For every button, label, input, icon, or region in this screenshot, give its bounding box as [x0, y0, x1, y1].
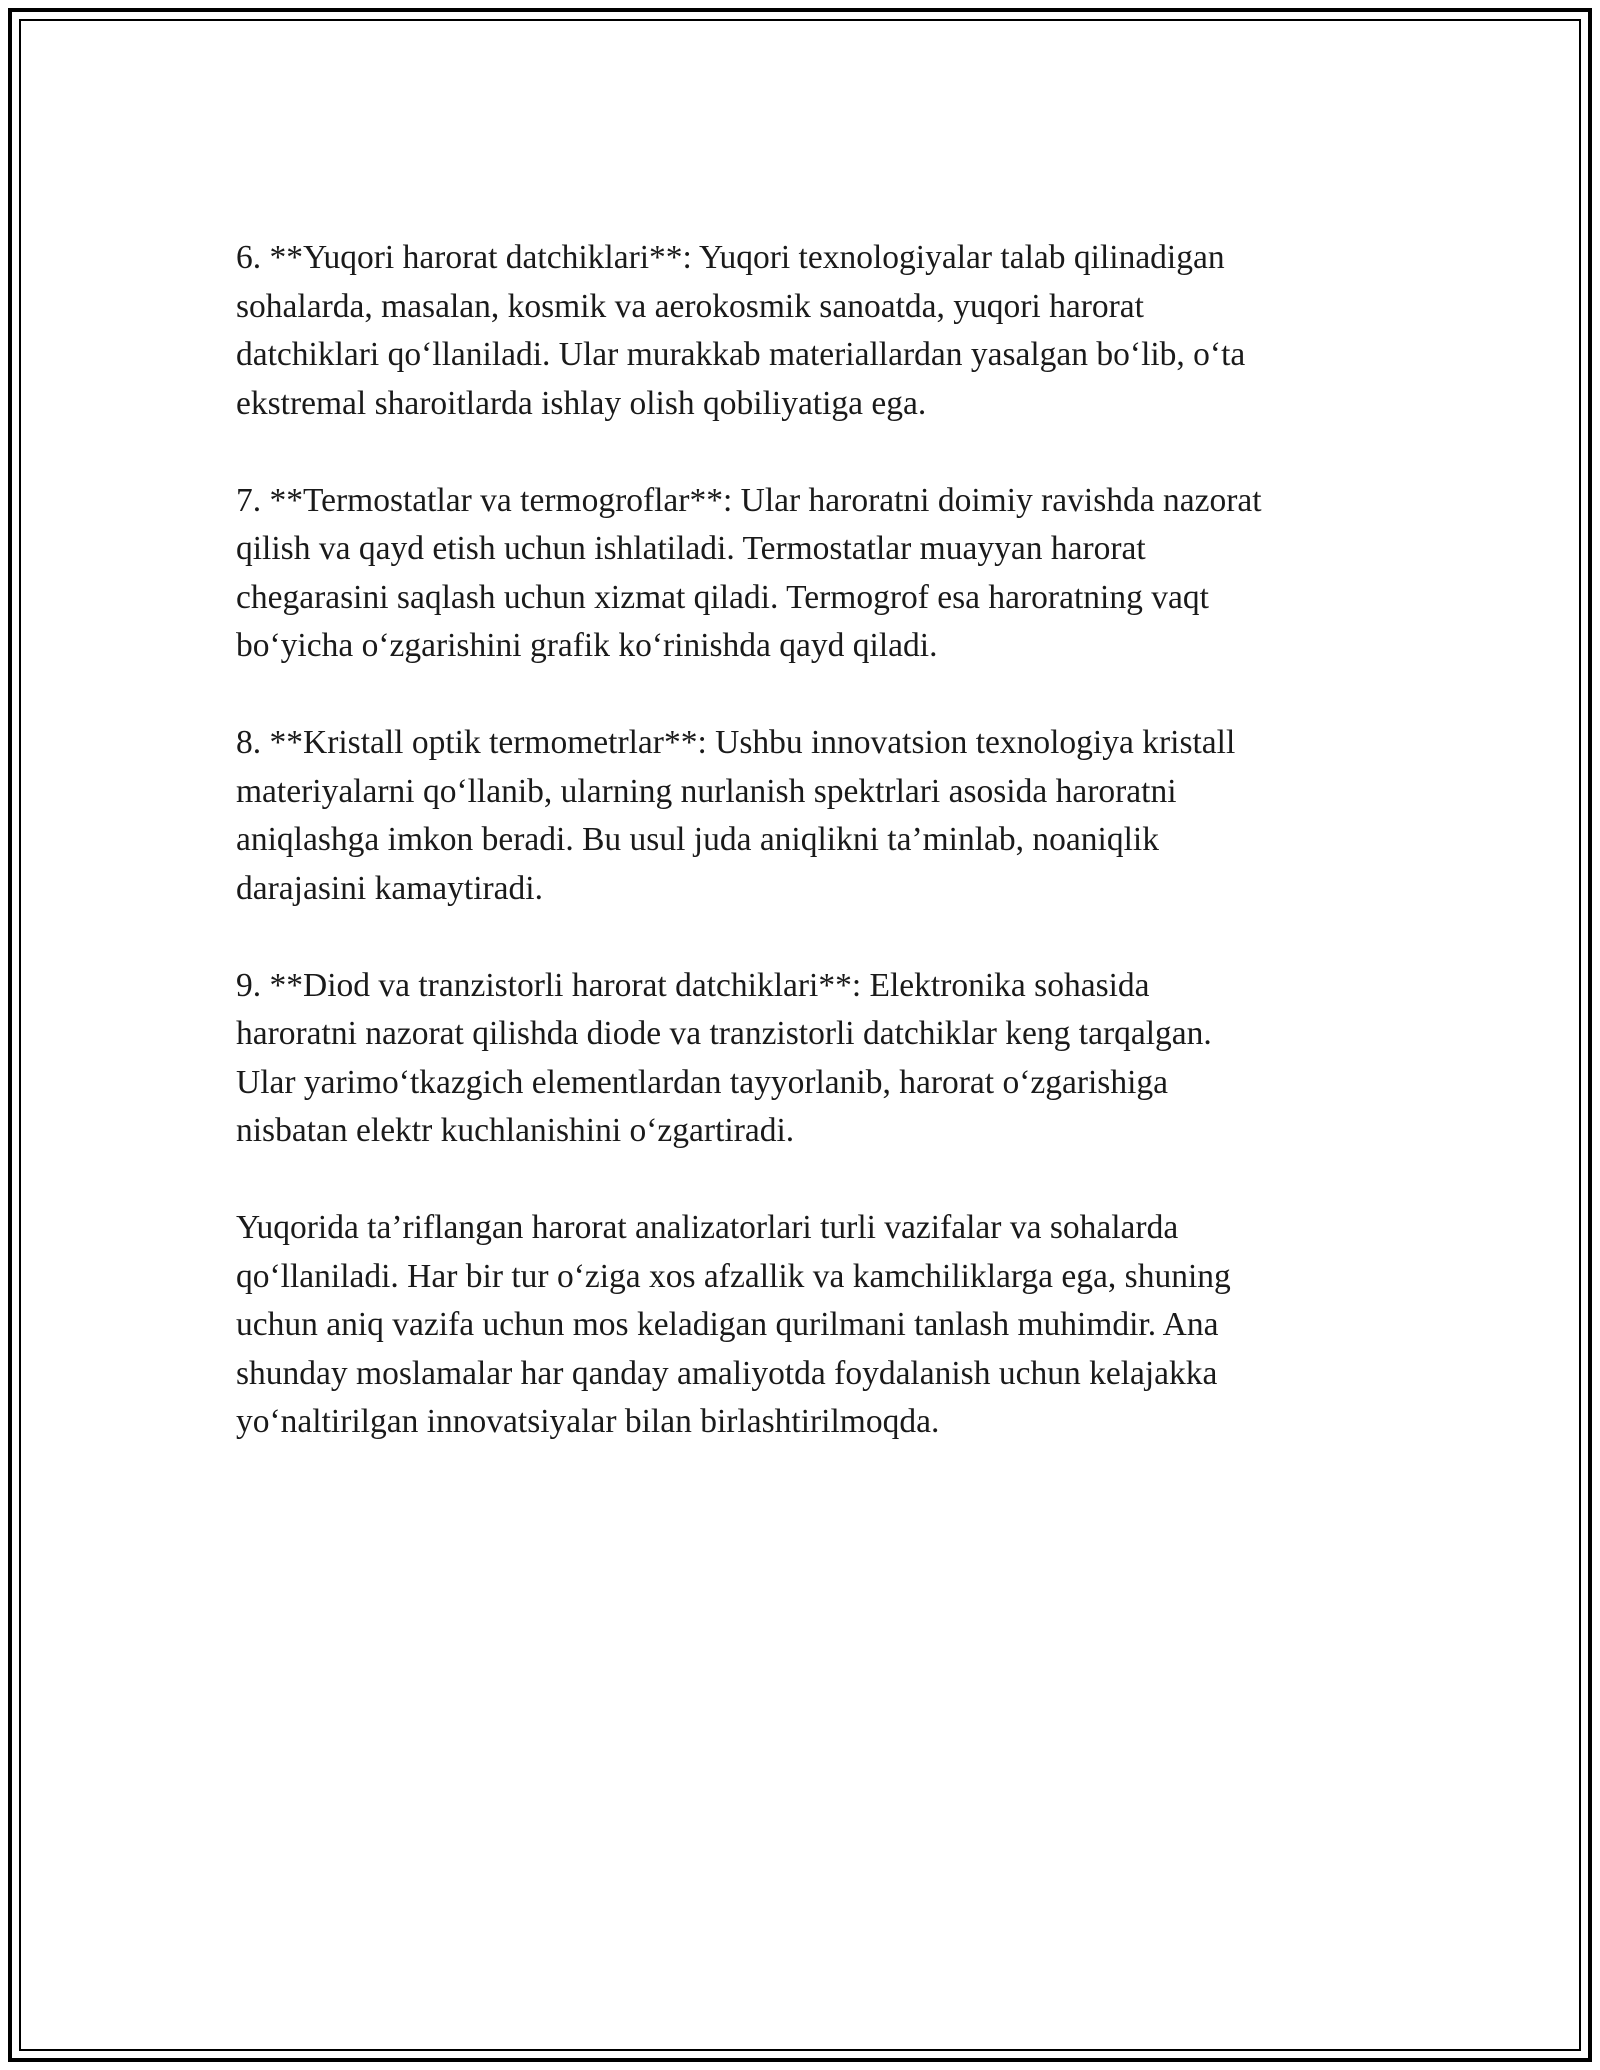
text-line: qo‘llaniladi. Har bir tur o‘ziga xos afzallik va kamchiliklarga ega, shuning [236, 1257, 1231, 1295]
paragraph-item-8 [236, 719, 1366, 913]
text-line: yo‘naltirilgan innovatsiyalar bilan birlashtirilmoqda. [236, 1403, 940, 1440]
paragraph-item-9 [236, 962, 1366, 1156]
text-line: Yuqorida ta’riflangan harorat analizatorlari turli vazifalar va sohalarda [236, 1209, 1179, 1246]
text-line: 7. **Termostatlar va termogroflar**: Ular haroratni doimiy ravishda nazorat [236, 481, 1262, 519]
text-line: sohalarda, masalan, kosmik va aerokosmik sanoatda, yuqori harorat [236, 287, 1144, 325]
text-line: 6. **Yuqori harorat datchiklari**: Yuqori texnologiyalar talab qilinadigan [236, 239, 1225, 276]
text-line: darajasini kamaytiradi. [236, 869, 543, 907]
text-line: 9. **Diod va tranzistorli harorat datchiklari**: Elektronika sohasida [236, 966, 1150, 1004]
text-line: haroratni nazorat qilishda diode va tranzistorli datchiklar keng tarqalgan. [236, 1015, 1212, 1052]
text-line: shunday moslamalar har qanday amaliyotda foydalanish uchun kelajakka [236, 1354, 1218, 1392]
text-line: datchiklari qo‘llaniladi. Ular murakkab materiallardan yasalgan bo‘lib, o‘ta [236, 336, 1246, 373]
text-line: 8. **Kristall optik termometrlar**: Ushbu innovatsion texnologiya kristall [236, 724, 1236, 761]
paragraph-summary [236, 1204, 1366, 1447]
text-line: Ular yarimo‘tkazgich elementlardan tayyorlanib, harorat o‘zgarishiga [236, 1063, 1169, 1101]
paragraph-item-6 [236, 234, 1366, 428]
paragraph-item-7 [236, 477, 1366, 671]
text-line: chegarasini saqlash uchun xizmat qiladi. Termogrof esa haroratning vaqt [236, 578, 1209, 616]
text-line: qilish va qayd etish uchun ishlatiladi. Termostatlar muayyan harorat [236, 530, 1146, 567]
document-body [236, 234, 1366, 1495]
text-line: nisbatan elektr kuchlanishini o‘zgartiradi. [236, 1112, 795, 1149]
text-line: uchun aniq vazifa uchun mos keladigan qurilmani tanlash muhimdir. Ana [236, 1306, 1219, 1343]
text-line: materiyalarni qo‘llanib, ularning nurlanish spektrlari asosida haroratni [236, 772, 1177, 810]
text-line: bo‘yicha o‘zgarishini grafik ko‘rinishda qayd qiladi. [236, 627, 938, 664]
text-line: ekstremal sharoitlarda ishlay olish qobiliyatiga ega. [236, 384, 927, 422]
text-line: aniqlashga imkon beradi. Bu usul juda aniqlikni ta’minlab, noaniqlik [236, 821, 1159, 858]
